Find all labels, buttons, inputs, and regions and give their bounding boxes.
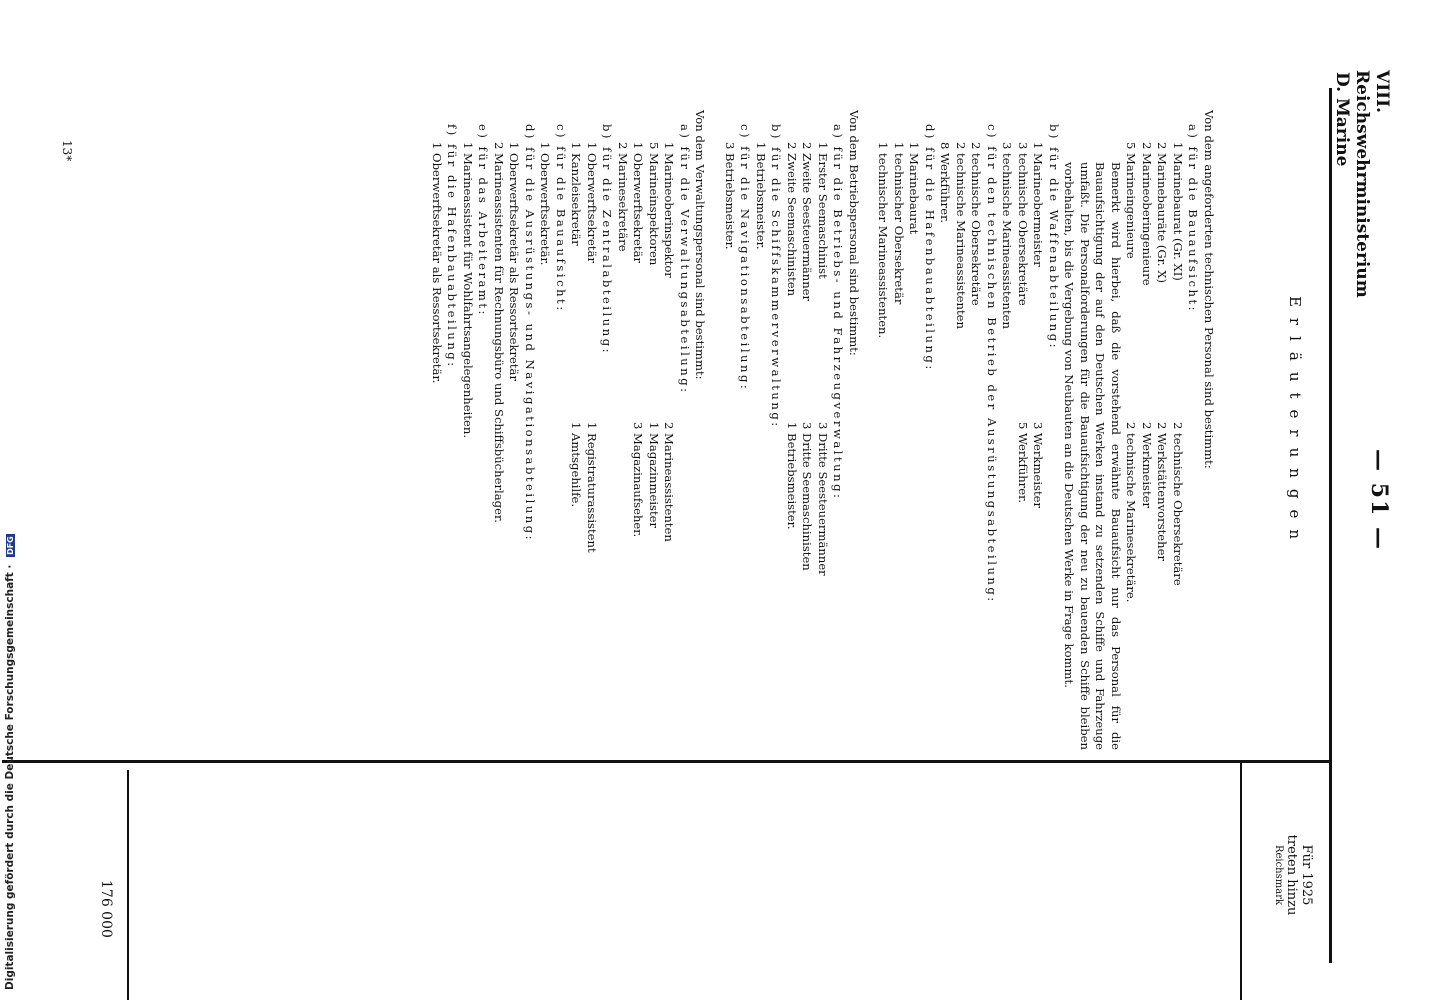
subhead-schiffskammer: b) für die Schiffskammerverwaltung:	[769, 124, 784, 429]
list-item: 5 Marineinspektoren	[647, 142, 661, 266]
amount-column-header	[1273, 775, 1314, 975]
list-item: 3 technische Obersekretäre	[1016, 142, 1030, 306]
list-item: 3 Betriebsmeister.	[723, 142, 737, 250]
amount-rule	[127, 770, 129, 1000]
subhead-bauaufsicht-verwaltung: c) für die Bauaufsicht:	[554, 124, 568, 313]
list-item: 8 Werkführer.	[938, 142, 953, 224]
top-rule	[1329, 88, 1332, 963]
list-item: 5 Marineingenieure	[1124, 142, 1139, 259]
betrieb-items	[937, 110, 984, 750]
list-item: 2 Marineassistenten für Rechnungsbüro und Schiffsbücherlager.	[492, 142, 506, 523]
list-item: 1 Erster Seemaschinist	[816, 142, 830, 279]
dfg-logo-badge: DFG	[6, 536, 15, 555]
list-item: 1 Magazinmeister	[647, 422, 661, 529]
hafenbau-items	[875, 110, 922, 750]
list-item: 1 Marinebaurat (Gr. XI)	[1171, 142, 1185, 281]
subhead-waffen: b) für die Waffenabteilung:	[1047, 124, 1061, 351]
section-heading: Erläuterungen	[1286, 295, 1304, 551]
amount-label-line1: Für 1925	[1299, 844, 1314, 906]
subhead-arbeiteramt: e) für das Arbeiteramt:	[476, 124, 491, 317]
amount-unit: Reichsmark	[1273, 844, 1284, 906]
subhead-ausruestung: d) für die Ausrüstungs- und Navigationsabteilung:	[523, 124, 537, 543]
list-item: 3 Werkmeister	[1031, 422, 1046, 509]
intro-betrieb: Von dem Betriebspersonal sind bestimmt:	[847, 110, 861, 356]
zentral-items	[568, 110, 599, 750]
list-item: 2 Zweite Seesteuermänner	[800, 142, 815, 302]
list-item: 5 Werkführer.	[1016, 422, 1030, 504]
amount-label-line2: treten hinzu	[1284, 834, 1299, 916]
intro-verwaltung: Von dem Verwaltungspersonal sind bestimmt:	[693, 110, 708, 380]
list-item: 1 Marineassistent für Wohlfahrtsangelegenheiten.	[461, 142, 475, 439]
list-item: 2 Marinebauräte (Gr. X)	[1155, 142, 1170, 284]
fahrzeug-items	[784, 110, 831, 750]
bauaufsicht-note: Bemerkt wird hierbei, daß die vorstehend erwähnte Bauaufsicht nur das Personal für die Bauaufsichtigung der auf den Deutschen Werken instand zu setzenden Schiffe und Fahrzeuge umfaßt. Die Personalforderungen für die Bauaufsichtigung der neu zu bauenden Schiffe bleiben vorbehalten, bis die Vergebung von Neubauten an die Deutschen Werke in Frage kommt.	[1062, 162, 1123, 750]
list-item: 3 technische Marineassistenten	[1000, 142, 1015, 329]
list-item: 3 Dritte Seesteuermänner	[816, 422, 830, 576]
column-divider	[2, 760, 1332, 763]
column-header-rule	[1240, 760, 1242, 1000]
document-body	[429, 110, 1217, 750]
digitization-footer: Digitalisierung gefördert durch die Deutsche Forschungsgemeinschaft · DFG	[4, 536, 16, 990]
subhead-hafenbau: d) für die Hafenbauabteilung:	[923, 124, 937, 372]
list-item: 3 Dritte Seemaschinisten	[800, 422, 815, 571]
subhead-bauaufsicht: a) für die Bauaufsicht:	[1186, 124, 1201, 314]
subhead-zentral: b) für die Zentralabteilung:	[600, 124, 615, 356]
list-item: 1 Marineoberinspektor	[662, 142, 677, 278]
list-item: 3 Magazinaufseher.	[631, 422, 646, 538]
list-item: 2 technische Marineassistenten	[954, 142, 968, 329]
list-item: 2 technische Obersekretäre	[969, 142, 984, 306]
header-title-line2: D. Marine	[1332, 72, 1352, 167]
list-item: 1 Oberwerftsekretär.	[538, 142, 553, 266]
list-item: 2 Werkstättenvorsteher	[1155, 422, 1170, 562]
verwaltung-items	[615, 110, 677, 750]
page-number: — 51 —	[1366, 449, 1392, 551]
list-item: 2 Marineoberingenieure	[1140, 142, 1154, 286]
sheet-reference: 13*	[60, 140, 74, 162]
list-item: 1 technischer Obersekretär	[892, 142, 906, 305]
list-item: 1 Oberwerftsekretär als Ressortsekretär.	[430, 142, 444, 384]
list-item: 1 Kanzleisekretär	[569, 142, 584, 246]
subhead-betrieb: c) für den technischen Betrieb der Ausrüstungsabteilung:	[985, 124, 999, 604]
list-item: 2 technische Obersekretäre	[1171, 422, 1185, 586]
list-item: 1 Marinebaurat	[907, 142, 922, 235]
list-item: 1 Amtsgehilfe.	[569, 422, 584, 508]
subhead-verwaltung: a) für die Verwaltungsabteilung:	[678, 124, 692, 395]
list-item: 2 technische Marinesekretäre.	[1124, 422, 1139, 603]
amount-value: 176 000	[98, 880, 114, 938]
list-item: 1 technischer Marineassistenten.	[876, 142, 891, 339]
header-title-line1: VIII. Reichswehrministerium	[1352, 70, 1392, 298]
list-item: 2 Zweite Seemaschinisten	[785, 142, 799, 297]
subhead-navigation: c) für die Navigationsabteilung:	[738, 124, 753, 392]
list-item: 2 Marinesekretäre	[616, 142, 630, 252]
list-item: 2 Marineassistenten	[662, 422, 677, 542]
bauaufsicht-items	[1123, 110, 1185, 750]
subhead-hafenbau-verwaltung: f) für die Hafenbauabteilung:	[445, 124, 460, 369]
list-item: 1 Oberwerftsekretär	[631, 142, 646, 264]
list-item: 1 Oberwerftsekretär als Ressortsekretär	[507, 142, 522, 381]
list-item: 1 Betriebsmeister.	[754, 142, 768, 250]
list-item: 2 Werkmeister	[1140, 422, 1154, 509]
list-item: 1 Betriebsmeister.	[785, 422, 799, 530]
list-item: 1 Registraturassistent	[585, 422, 599, 553]
list-item: 1 Oberwerftsekretär	[585, 142, 599, 264]
intro-technical: Von dem angeforderten technischen Personal sind bestimmt:	[1202, 110, 1216, 469]
waffen-items	[999, 110, 1046, 750]
list-item: 1 Marineobermeister	[1031, 142, 1046, 267]
digitization-text: Digitalisierung gefördert durch die Deutsche Forschungsgemeinschaft	[4, 572, 16, 990]
subhead-fahrzeug: a) für die Betriebs- und Fahrzeugverwaltung:	[831, 124, 846, 501]
